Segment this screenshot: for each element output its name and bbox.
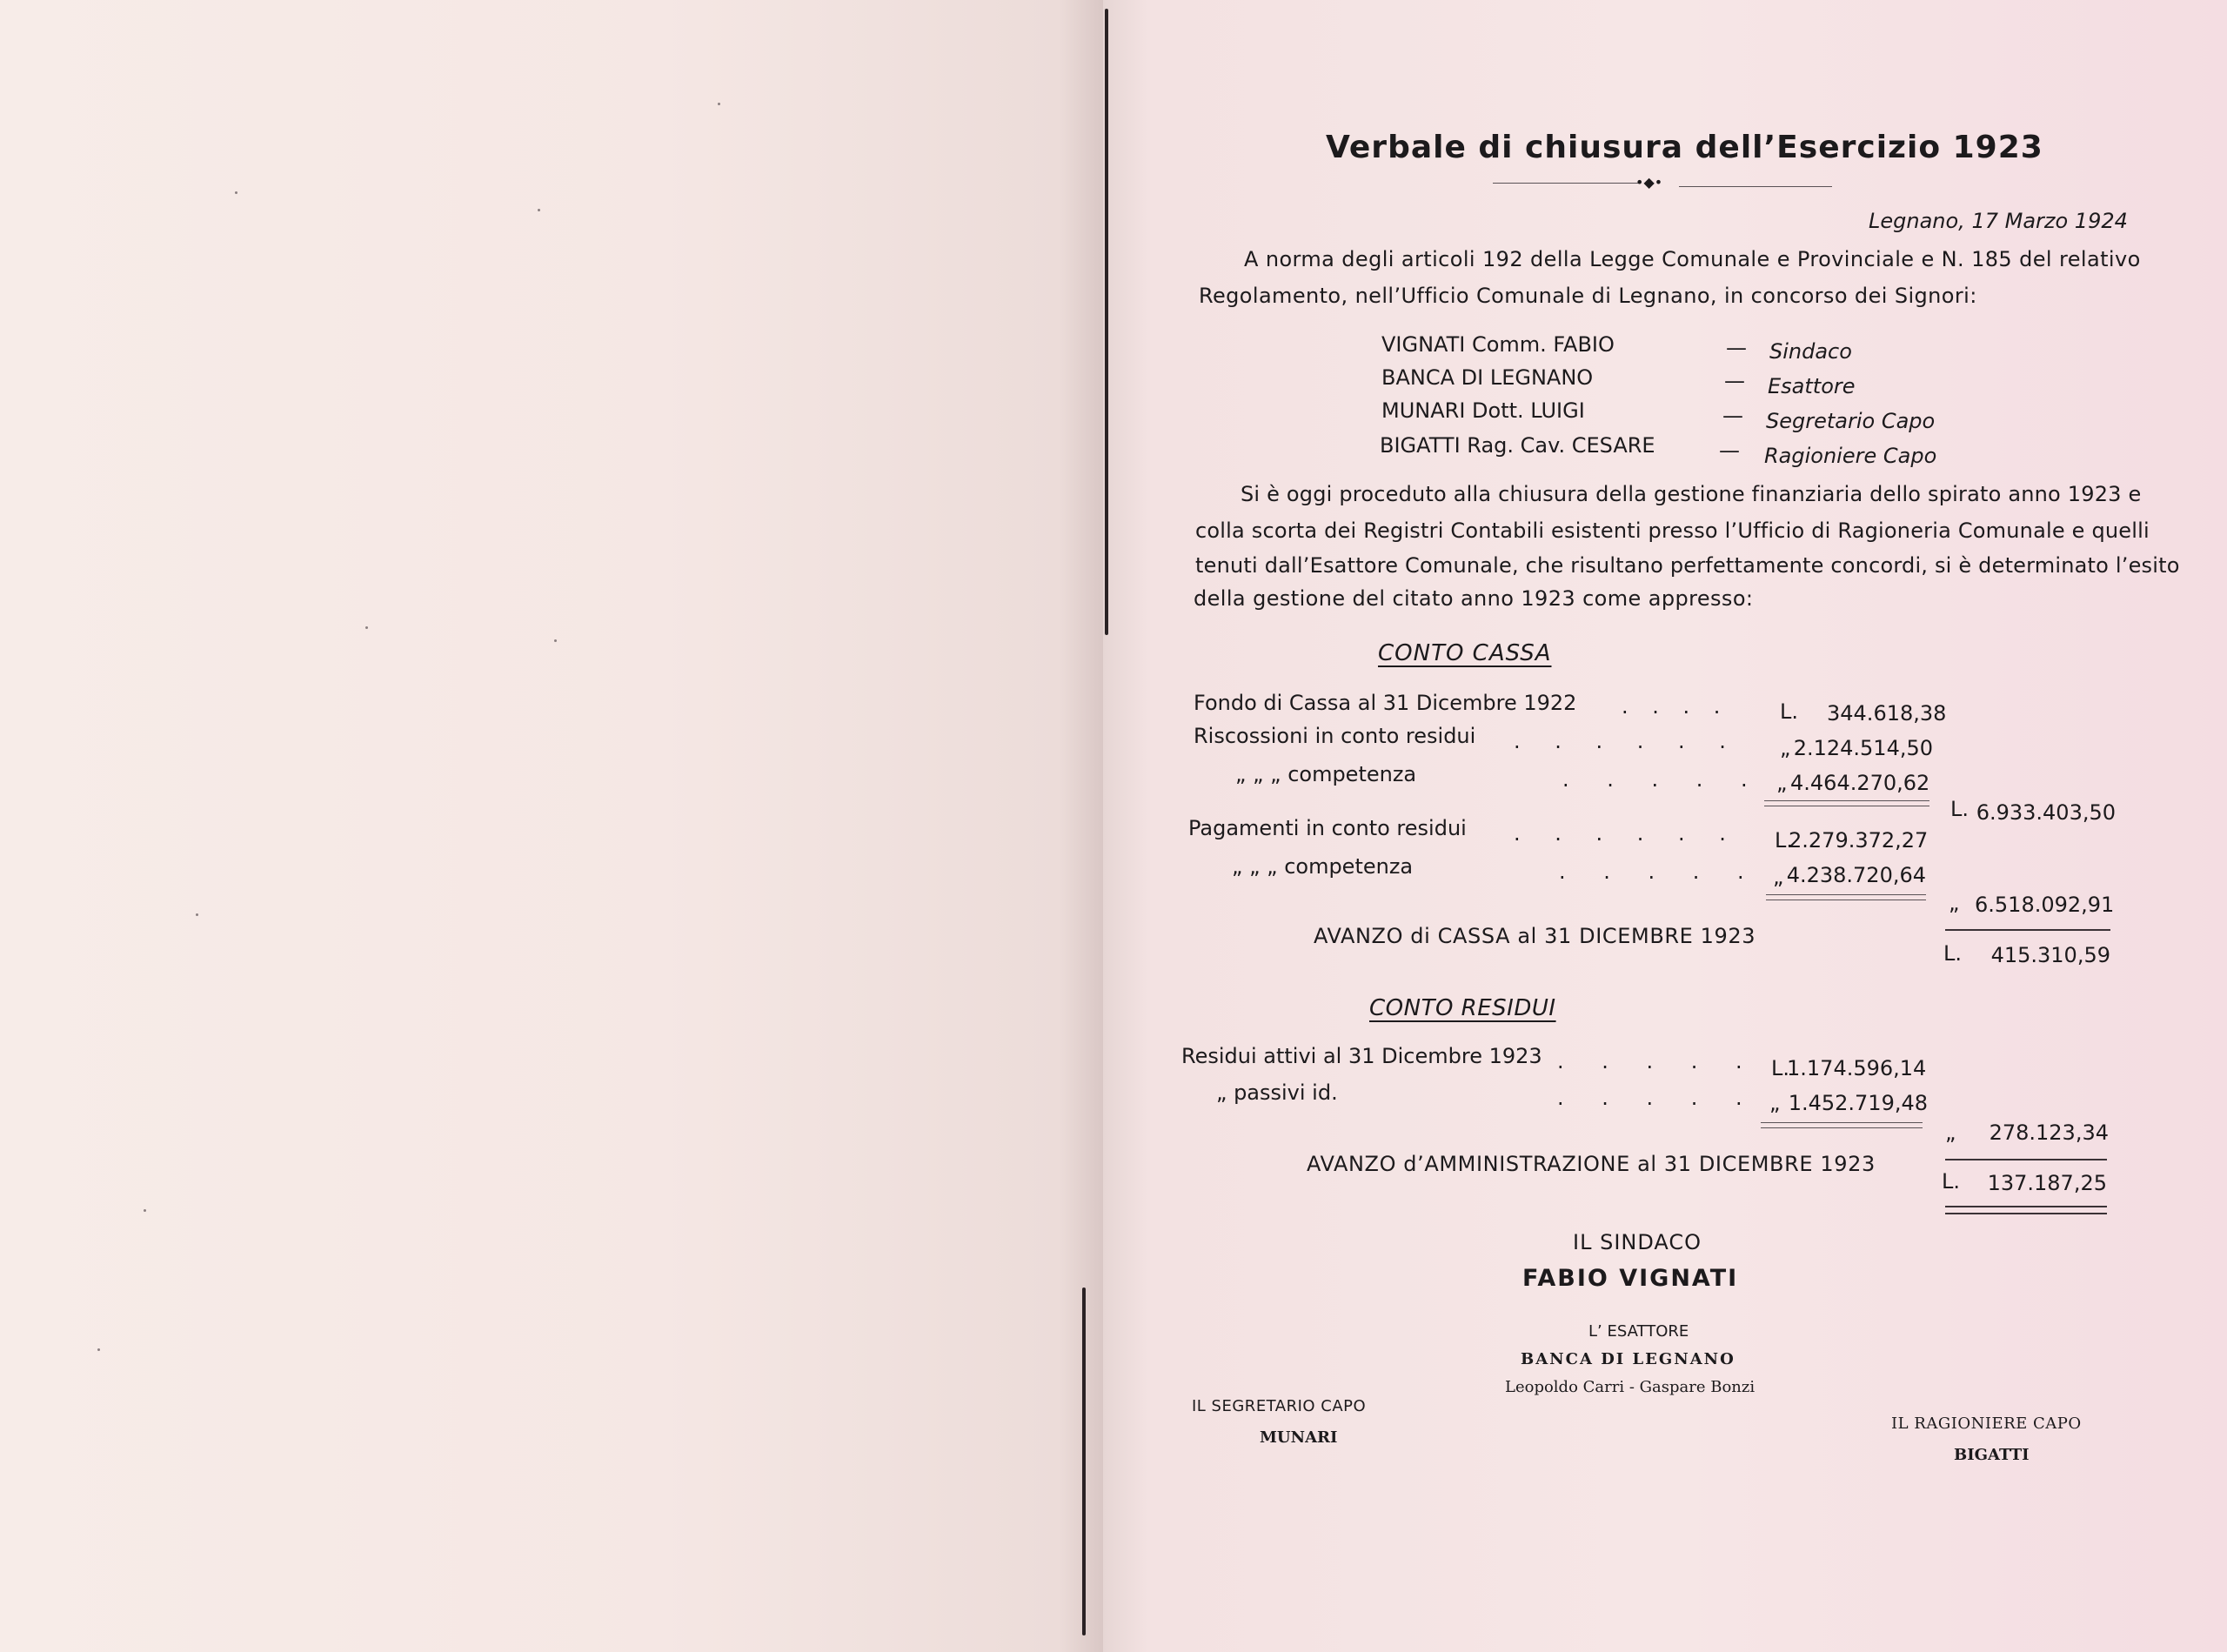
cassa-row-amount: 2.124.514,50 (1793, 736, 1933, 760)
page-gutter-shadow (1105, 9, 1108, 635)
signatory-role: Ragioniere Capo (1764, 444, 1937, 468)
signatory-dash: — (1726, 336, 1747, 360)
title-rule-left (1493, 183, 1641, 184)
residui-row-dots: . . . . . (1557, 1086, 1758, 1110)
signatory-name: MUNARI Dott. LUIGI (1381, 398, 1585, 423)
cassa-row-dots: . . . . (1622, 694, 1729, 719)
ragioniere-name: BIGATTI (1954, 1446, 2030, 1464)
residui-rule (1761, 1122, 1923, 1123)
residui-rule-2 (1761, 1127, 1923, 1128)
cassa-row-prefix: L. (1780, 699, 1798, 724)
avanzo-cassa-label: AVANZO di CASSA al 31 DICEMBRE 1923 (1314, 924, 1756, 948)
signatory-dash: — (1722, 404, 1743, 428)
cassa-row-label: Riscossioni in conto residui (1194, 724, 1476, 748)
residui-row-dots: . . . . . (1557, 1049, 1758, 1073)
residui-total-rule (1945, 1159, 2107, 1160)
residui-row-prefix: „ (1769, 1091, 1781, 1115)
segretario-name: MUNARI (1260, 1428, 1338, 1447)
cassa-row-prefix: „ (1776, 771, 1788, 795)
cassa-income-total: 6.933.403,50 (1976, 800, 2116, 825)
cassa-row-prefix: „ (1773, 865, 1784, 889)
esattore-people: Leopoldo Carri - Gaspare Bonzi (1505, 1378, 1756, 1396)
avanzo-amministrazione-prefix: L. (1942, 1169, 1960, 1194)
intro-line-1: A norma degli articoli 192 della Legge Comunale e Provinciale e N. 185 del relativo (1244, 247, 2141, 271)
residui-row-amount: 1.174.596,14 (1787, 1056, 1927, 1080)
signatory-name: BIGATTI Rag. Cav. CESARE (1380, 433, 1655, 458)
cassa-payments-total: 6.518.092,91 (1975, 893, 2115, 917)
cassa-row-label: „ „ „ competenza (1232, 854, 1414, 879)
cassa-payments-prefix: „ (1949, 891, 1960, 915)
date-line: Legnano, 17 Marzo 1924 (1869, 209, 2128, 233)
final-double-rule (1945, 1206, 2107, 1207)
paper-speck (235, 191, 237, 194)
cassa-row-amount: 4.238.720,64 (1786, 863, 1926, 887)
signatory-dash: — (1719, 438, 1740, 463)
paper-speck (538, 209, 540, 211)
paper-speck (196, 913, 198, 916)
body-line-3: tenuti dall’Esattore Comunale, che risultano perfettamente concordi, si è determinato l’esito (1195, 553, 2180, 578)
signatory-name: VIGNATI Comm. FABIO (1381, 332, 1615, 357)
avanzo-cassa-prefix: L. (1943, 941, 1962, 966)
paper-speck (554, 639, 557, 642)
conto-cassa-heading: CONTO CASSA (1378, 640, 1552, 666)
residui-row-label: Residui attivi al 31 Dicembre 1923 (1181, 1044, 1542, 1068)
residui-difference-prefix: „ (1945, 1120, 1956, 1145)
body-line-2: colla scorta dei Registri Contabili esistenti presso l’Ufficio di Ragioneria Comunale e quelli (1195, 518, 2150, 543)
cassa-row-label: Fondo di Cassa al 31 Dicembre 1922 (1194, 691, 1577, 715)
paper-speck (365, 626, 368, 629)
signatory-role: Segretario Capo (1766, 409, 1936, 433)
cassa-row-amount: 2.279.372,27 (1789, 828, 1929, 853)
signatory-role: Esattore (1768, 374, 1856, 398)
title-ornament-icon: •◆• (1635, 174, 1663, 191)
segretario-title: IL SEGRETARIO CAPO (1192, 1397, 1367, 1415)
sindaco-title: IL SINDACO (1573, 1230, 1702, 1254)
cassa-row-label: „ „ „ competenza (1235, 762, 1417, 786)
signatory-role: Sindaco (1769, 339, 1852, 364)
cassa-row-dots: . . . . . . (1514, 729, 1740, 753)
signatory-dash: — (1724, 369, 1745, 393)
body-line-4: della gestione del citato anno 1923 come appresso: (1194, 586, 1754, 611)
residui-row-amount: 1.452.719,48 (1788, 1091, 1928, 1115)
body-line-1: Si è oggi proceduto alla chiusura della gestione finanziaria dello spirato anno 1923 e (1241, 482, 2142, 506)
sindaco-name: FABIO VIGNATI (1522, 1265, 1739, 1292)
conto-residui-heading: CONTO RESIDUI (1369, 995, 1556, 1021)
intro-line-2: Regolamento, nell’Ufficio Comunale di Legnano, in concorso dei Signori: (1199, 284, 1977, 308)
esattore-name: BANCA DI LEGNANO (1521, 1350, 1735, 1368)
residui-row-prefix: L. (1771, 1056, 1789, 1080)
avanzo-amministrazione-amount: 137.187,25 (1987, 1171, 2107, 1195)
cassa-row-amount: 4.464.270,62 (1790, 771, 1930, 795)
title-rule-right (1679, 186, 1832, 187)
esattore-title: L’ ESATTORE (1588, 1322, 1689, 1341)
paper-speck (718, 103, 720, 105)
cassa-income-prefix: L. (1950, 797, 1969, 821)
cassa-row-amount: 344.618,38 (1827, 701, 1947, 726)
page-gutter-shadow-lower (1082, 1287, 1086, 1635)
cassa-income-rule (1764, 800, 1929, 801)
avanzo-cassa-amount: 415.310,59 (1990, 943, 2110, 967)
residui-difference-amount: 278.123,34 (1989, 1120, 2109, 1145)
paper-speck (97, 1348, 100, 1351)
document-title: Verbale di chiusura dell’Esercizio 1923 (1326, 130, 2043, 165)
ragioniere-title: IL RAGIONIERE CAPO (1891, 1415, 2082, 1433)
avanzo-amministrazione-label: AVANZO d’AMMINISTRAZIONE al 31 DICEMBRE 1923 (1307, 1152, 1876, 1176)
cassa-row-dots: . . . . . (1562, 767, 1763, 792)
residui-row-label: „ passivi id. (1216, 1080, 1338, 1105)
signatory-name: BANCA DI LEGNANO (1381, 365, 1594, 390)
cassa-row-dots: . . . . . (1559, 859, 1760, 884)
cassa-row-prefix: „ (1780, 736, 1791, 760)
cassa-row-label: Pagamenti in conto residui (1188, 816, 1467, 840)
left-blank-page (0, 0, 1103, 1652)
final-double-rule-2 (1945, 1213, 2107, 1214)
cassa-row-prefix: L. (1775, 828, 1793, 853)
cassa-row-dots: . . . . . . (1514, 821, 1740, 846)
cassa-total-rule (1945, 929, 2110, 931)
paper-speck (144, 1209, 146, 1212)
cassa-payments-rule (1766, 894, 1926, 895)
